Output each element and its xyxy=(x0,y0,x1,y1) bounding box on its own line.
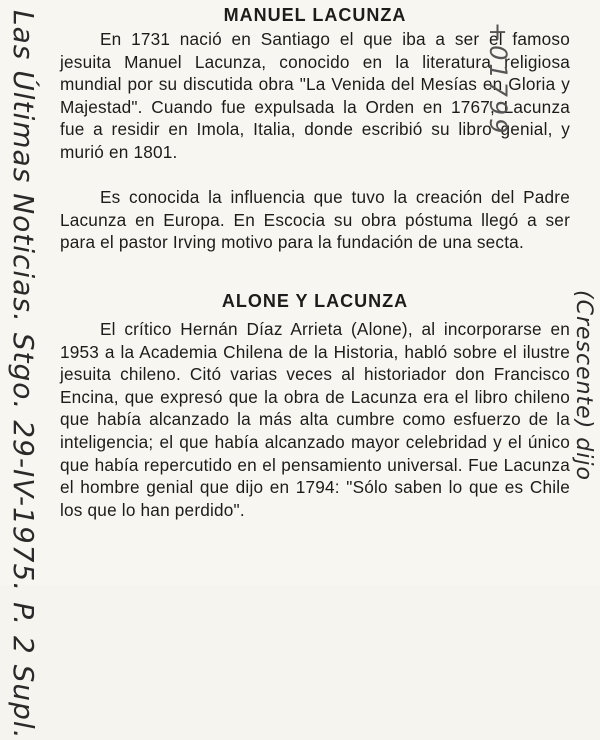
article-paragraph-3: El crítico Hernán Díaz Arrieta (Alone), al incorporarse en 1953 a la Academia Chilena de la Historia, habló sobre el ilustre jesuita chileno. Citó varias veces al historiador don Francisco Encina, que expresó que la obra de Lacunza era el libro chileno que había alcanzado la más alta cumbre como esfuerzo de la inteligencia; el que había alcanzado mayor celebridad y el único que había repercutido en el pensamiento universal. Fue Lacunza el hombre genial que dijo en 1794: "Sólo saben lo que es Chile los que lo han perdido". xyxy=(60,319,570,520)
handwritten-margin-note: (Crescente) dijo xyxy=(571,290,596,481)
article-paragraph-2: Es conocida la influencia que tuvo la creación del Padre Lacunza en Europa. En Escocia su obra póstuma llegó a ser para el pastor Irving motivo para la fundación de una secta. xyxy=(60,187,570,253)
handwritten-catalog-number: +01799 xyxy=(483,22,512,137)
handwritten-source-note: Las Últimas Noticias. Stgo. 29-IV-1975. P. 2 Supl. xyxy=(7,10,40,740)
section-heading: ALONE Y LACUNZA xyxy=(221,291,409,311)
article-heading: MANUEL LACUNZA xyxy=(223,5,407,25)
article-paragraph-1: En 1731 nació en Santiago el que iba a ser el famoso jesuita Manuel Lacunza, conocido en la literatura religiosa mundial por su discutida obra "La Venida del Mesías en Gloria y Majestad". Cuando fue expulsada la Orden en 1767, Lacunza fue a residir en Imola, Italia, donde escribió su libro genial, y murió en 1801. xyxy=(60,29,570,162)
